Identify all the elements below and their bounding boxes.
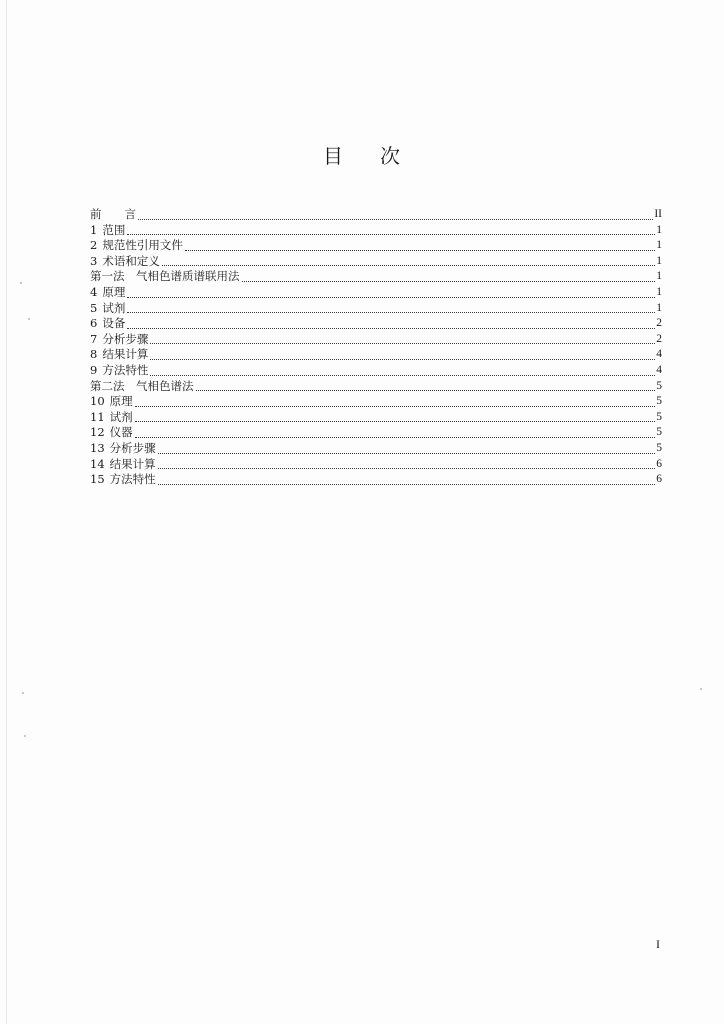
- toc-entry-label: 方法特性: [102, 362, 149, 377]
- scan-speck: [20, 282, 22, 284]
- toc-entry-number: 5: [90, 300, 98, 315]
- page-title: [0, 140, 724, 169]
- toc-entry-page: 5: [656, 441, 662, 454]
- toc-entry-label: 试剂: [102, 300, 126, 315]
- toc-leader-dots: [135, 437, 656, 438]
- toc-entry-page: 1: [656, 301, 662, 314]
- toc-entry[interactable]: [90, 207, 662, 223]
- toc-entry-label: 方法特性: [109, 472, 156, 487]
- toc-entry-label: 仪器: [109, 425, 133, 440]
- toc-entry-page: 1: [656, 270, 662, 283]
- toc-leader-dots: [138, 219, 653, 220]
- toc-entry[interactable]: [90, 379, 662, 395]
- toc-entry-label: 分析步骤: [102, 331, 149, 346]
- toc-leader-dots: [135, 406, 656, 407]
- toc-entry-number: 4: [90, 284, 98, 299]
- toc-entry[interactable]: [90, 316, 662, 332]
- toc-entry-label: 术语和定义: [102, 253, 160, 268]
- toc-leader-dots: [196, 390, 656, 391]
- toc-entry-number: 9: [90, 362, 98, 377]
- toc-entry-page: 4: [656, 363, 662, 376]
- toc-entry[interactable]: [90, 425, 662, 441]
- page-title-char-2: 次: [380, 144, 401, 168]
- scan-speck: [22, 692, 24, 694]
- toc-entry-label: 规范性引用文件: [102, 238, 183, 253]
- toc-entry[interactable]: [90, 223, 662, 239]
- toc-leader-dots: [127, 234, 655, 235]
- toc-entry-label: 原理: [109, 394, 133, 409]
- toc-entry-page: 2: [656, 317, 662, 330]
- toc-leader-dots: [150, 343, 655, 344]
- toc-leader-dots: [185, 250, 655, 251]
- toc-entry-page: 4: [656, 348, 662, 361]
- toc-entry-label: 结果计算: [102, 347, 149, 362]
- toc-entry[interactable]: [90, 472, 662, 488]
- toc-entry-page: II: [654, 208, 662, 220]
- toc-entry[interactable]: [90, 457, 662, 473]
- scan-speck: [700, 688, 702, 690]
- toc-leader-dots: [150, 375, 655, 376]
- toc-entry[interactable]: [90, 332, 662, 348]
- toc-entry-page: 5: [656, 395, 662, 408]
- toc-leader-dots: [135, 421, 656, 422]
- toc-leader-dots: [127, 328, 655, 329]
- toc-leader-dots: [127, 312, 655, 313]
- toc-leader-dots: [242, 281, 656, 282]
- table-of-contents: [90, 207, 662, 488]
- toc-entry-label: 结果计算: [109, 456, 156, 471]
- toc-leader-dots: [127, 297, 655, 298]
- toc-entry-number: 10: [90, 394, 105, 409]
- toc-entry-page: 1: [656, 239, 662, 252]
- toc-leader-dots: [162, 265, 655, 266]
- toc-entry-number: 13: [90, 440, 105, 455]
- toc-leader-dots: [158, 484, 656, 485]
- toc-entry[interactable]: [90, 285, 662, 301]
- toc-entry-number: 7: [90, 331, 98, 346]
- scan-speck: [24, 735, 26, 737]
- toc-entry-number: 3: [90, 253, 98, 268]
- toc-entry-number: 2: [90, 238, 98, 253]
- toc-entry-page: 5: [656, 410, 662, 423]
- toc-entry[interactable]: [90, 441, 662, 457]
- toc-entry-label: 试剂: [109, 409, 133, 424]
- scan-speck: [28, 318, 30, 320]
- toc-entry-number: 14: [90, 456, 105, 471]
- toc-entry-number: 12: [90, 425, 105, 440]
- toc-entry-label: 前 言: [90, 207, 136, 221]
- toc-entry-page: 1: [656, 254, 662, 267]
- toc-leader-dots: [150, 359, 655, 360]
- toc-entry[interactable]: [90, 238, 662, 254]
- toc-entry-label: 范围: [102, 222, 126, 237]
- page-title-char-1: 目: [323, 144, 344, 168]
- toc-entry-label: 第二法 气相色谱法: [90, 378, 194, 393]
- toc-entry-label: 第一法 气相色谱质谱联用法: [90, 269, 240, 284]
- toc-entry-page: 1: [656, 223, 662, 236]
- toc-entry[interactable]: [90, 410, 662, 426]
- toc-entry-page: 1: [656, 285, 662, 298]
- toc-entry[interactable]: [90, 254, 662, 270]
- toc-entry[interactable]: [90, 347, 662, 363]
- toc-entry-page: 2: [656, 332, 662, 345]
- toc-entry-page: 5: [656, 426, 662, 439]
- toc-entry-label: 原理: [102, 284, 126, 299]
- toc-leader-dots: [158, 468, 656, 469]
- toc-entry[interactable]: [90, 269, 662, 285]
- toc-entry-page: 6: [656, 457, 662, 470]
- toc-entry-number: 11: [90, 409, 105, 424]
- toc-entry-number: 8: [90, 347, 98, 362]
- toc-entry-number: 1: [90, 222, 98, 237]
- toc-entry-page: 5: [656, 379, 662, 392]
- toc-entry-number: 15: [90, 472, 105, 487]
- toc-entry-page: 6: [656, 473, 662, 486]
- toc-entry[interactable]: [90, 394, 662, 410]
- toc-entry[interactable]: [90, 301, 662, 317]
- toc-entry-label: 设备: [102, 316, 126, 331]
- page-folio-number: I: [656, 937, 660, 951]
- toc-entry-number: 6: [90, 316, 98, 331]
- toc-entry[interactable]: [90, 363, 662, 379]
- toc-entry-label: 分析步骤: [109, 440, 156, 455]
- toc-leader-dots: [158, 453, 656, 454]
